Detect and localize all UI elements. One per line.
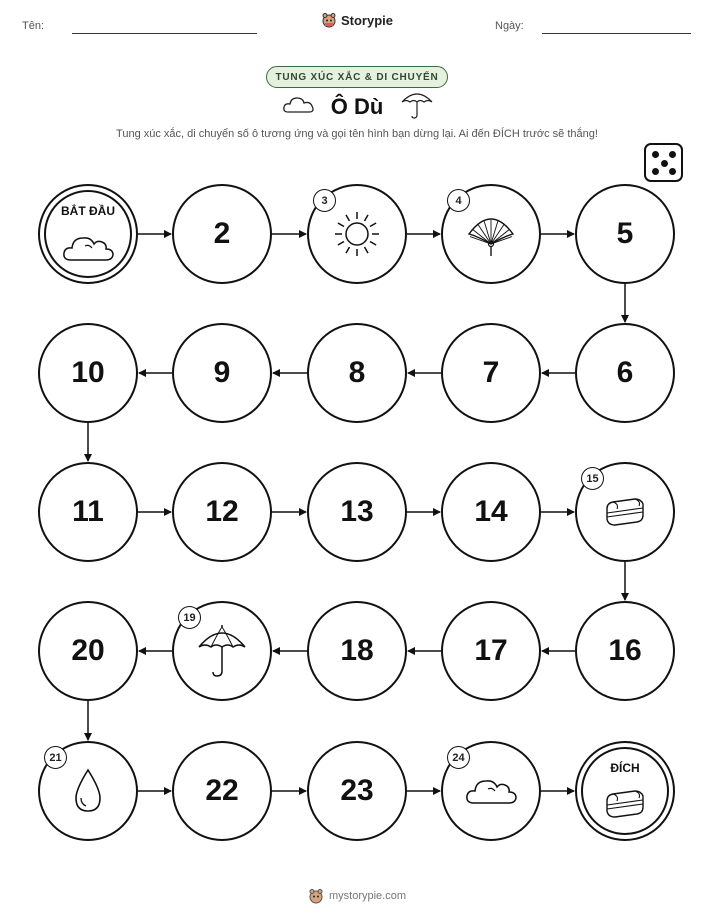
date-label: Ngày:: [495, 20, 524, 32]
cell-number: 20: [71, 634, 105, 667]
start-cell: [38, 184, 138, 284]
board-cell-2: [172, 184, 272, 284]
cell-number-badge: 24: [447, 746, 470, 769]
board-cell-18: [307, 601, 407, 701]
cell-number: 22: [205, 774, 239, 807]
cell-number: 23: [340, 774, 374, 807]
cell-number: 5: [616, 217, 634, 250]
cell-number: 7: [482, 356, 500, 389]
board-cell-5: [575, 184, 675, 284]
cell-number: 8: [348, 356, 366, 389]
cell-number: 12: [205, 495, 239, 528]
board-cell-7: [441, 323, 541, 423]
name-label: Tên:: [22, 20, 45, 32]
board-cell-3: [307, 184, 407, 284]
cell-number-badge: 19: [178, 606, 201, 629]
board-cell-24: [441, 741, 541, 841]
footer: [0, 888, 714, 904]
board-cell-15: [575, 462, 675, 562]
cell-number: 2: [213, 217, 231, 250]
board-cell-14: [441, 462, 541, 562]
board-cell-21: [38, 741, 138, 841]
cell-number-badge: 21: [44, 746, 67, 769]
cell-number: 13: [340, 495, 374, 528]
board-cell-16: [575, 601, 675, 701]
board-cell-10: [38, 323, 138, 423]
board-cell-23: [307, 741, 407, 841]
umbrella-icon: [196, 623, 248, 679]
cell-label: ĐÍCH: [610, 761, 640, 775]
cell-number: 18: [340, 634, 374, 667]
raindrop-icon: [68, 767, 108, 815]
brand-name: Storypie: [340, 12, 393, 28]
cell-number: 11: [72, 495, 104, 528]
cell-number-badge: 4: [447, 189, 470, 212]
board-cell-12: [172, 462, 272, 562]
board-cell-19: [172, 601, 272, 701]
board-cell-22: [172, 741, 272, 841]
cell-number-badge: 3: [313, 189, 336, 212]
cell-number: 6: [616, 356, 634, 389]
page-title: Ô Dù: [330, 94, 384, 119]
cell-label: BẮT ĐẦU: [61, 204, 115, 218]
cloud-icon: [61, 230, 115, 266]
board-cell-4: [441, 184, 541, 284]
board-cell-11: [38, 462, 138, 562]
cell-number: 9: [213, 356, 231, 389]
cell-number: 10: [71, 356, 105, 389]
cell-number-badge: 15: [581, 467, 604, 490]
footer-site[interactable]: mystorypie.com: [328, 890, 407, 902]
instructions: Tung xúc xắc, di chuyển số ô tương ứng và gọi tên hình bạn dừng lại. Ai đến ĐÍCH trước sẽ thắng!: [116, 128, 598, 140]
board-cell-6: [575, 323, 675, 423]
board-cell-20: [38, 601, 138, 701]
sun-icon: [331, 208, 383, 260]
board-cell-17: [441, 601, 541, 701]
towel-icon: [603, 495, 647, 529]
board-cell-9: [172, 323, 272, 423]
cell-number: 14: [474, 495, 508, 528]
storypie-mascot-icon: [308, 888, 324, 904]
cell-number: 17: [474, 634, 508, 667]
cloud-icon: [464, 773, 518, 809]
cell-number: 16: [608, 634, 642, 667]
board-cell-13: [307, 462, 407, 562]
board-cell-8: [307, 323, 407, 423]
category-pill: TUNG XÚC XẮC & DI CHUYỂN: [266, 66, 448, 88]
fan-icon: [465, 210, 517, 258]
towel-icon: [603, 787, 647, 821]
finish-cell: [575, 741, 675, 841]
